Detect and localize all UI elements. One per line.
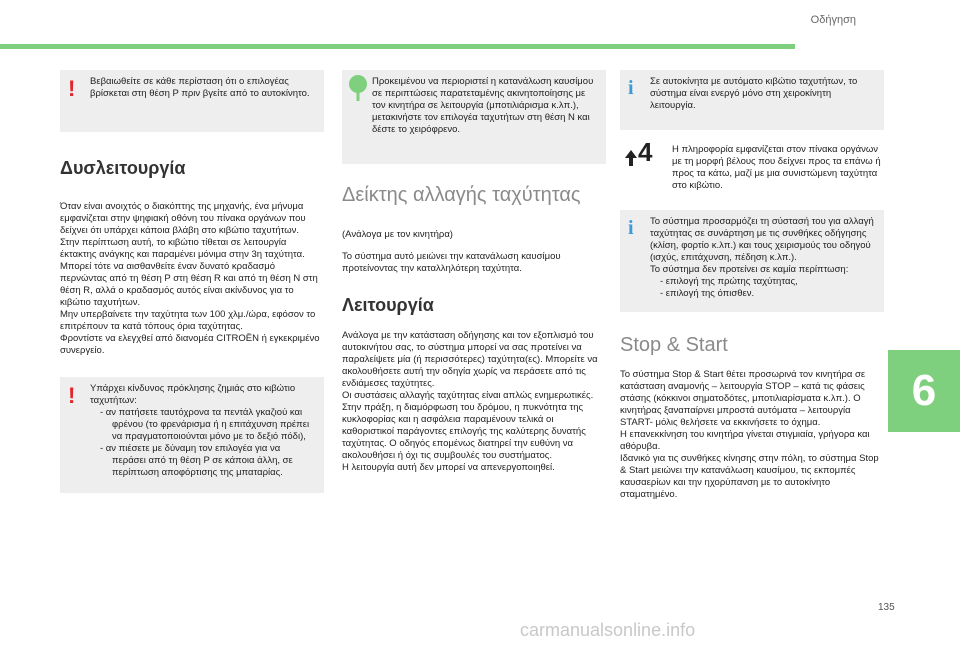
column-right	[620, 70, 884, 501]
warning-icon: !	[68, 76, 76, 101]
eco-tip-box	[342, 70, 606, 164]
warning-box-park	[60, 70, 324, 132]
paragraph: Όταν είναι ανοιχτός ο διακόπτης της μηχανής, ένα μήνυμα εμφανίζεται στην ψηφιακή οθόνη του πίνακα οργάνων που δείχνει ότι υπάρχει κάποια βλάβη στο κιβώτιο ταχυτήτων.	[60, 201, 306, 236]
eco-tree-icon	[347, 74, 369, 102]
subtitle: (Ανάλογα με τον κινητήρα)	[342, 229, 453, 240]
warning-icon: !	[68, 383, 76, 408]
warning-box-damage	[60, 377, 324, 493]
heading-stop-start: Stop & Start	[620, 334, 728, 356]
page-number: 135	[878, 602, 895, 613]
top-accent-bar	[0, 44, 795, 49]
info-box-adapt	[620, 210, 884, 312]
info-text: Το σύστημα προσαρμόζει τη σύστασή του για αλλαγή ταχύτητας σε συνάρτηση με τις συνθήκες οδήγησης (κλίση, φορτίο κ.λπ.) και τους χειρισμούς του οδηγού (ισχύς, επιτάχυνση, πέδηση κ.λπ.).	[650, 216, 874, 263]
info-icon: i	[628, 217, 634, 239]
watermark: carmanualsonline.info	[520, 620, 696, 640]
chapter-tab: 6	[888, 350, 960, 432]
gear-shift-display	[620, 137, 884, 192]
info-text: Το σύστημα δεν προτείνει σε καμία περίπτωση:	[650, 264, 849, 275]
paragraph: Οι συστάσεις αλλαγής ταχύτητας είναι απλώς ενημερωτικές. Στην πράξη, η διαμόρφωση του δρόμου, η πυκνότητα της κυκλοφορίας και η ασφάλεια παραμένουν τελικά οι καθοριστικοί παράγοντες επιλογής της καλύτερης δυνατής ταχύτητας. Ο οδηγός επομένως διατηρεί την ευθύνη να ακολουθήσει ή όχι τις συμβουλές του συστήματος.	[342, 390, 594, 461]
paragraph: Η λειτουργία αυτή δεν μπορεί να απενεργοποιηθεί.	[342, 462, 555, 473]
paragraph: Το σύστημα Stop & Start θέτει προσωρινά τον κινητήρα σε κατάσταση αναμονής – λειτουργία STOP – κατά τις φάσεις στάσης (κόκκινοι σηματοδότες, μποτιλιαρίσματα κ.λπ.). Ο κινητήρας ξαναπαίρνει μπροστά αυτόματα – λειτουργία START- μόλις θελήσετε να εκκινήσετε το όχημα.	[620, 369, 866, 428]
heading-operation: Λειτουργία	[342, 295, 434, 315]
gear-up-arrow-icon	[622, 137, 662, 176]
list-item: - αν πατήσετε ταυτόχρονα τα πεντάλ γκαζιού και φρένου (το φρενάρισμα ή η επιτάχυνση πρέπει να πραγματοποιούνται μόνο με το δεξιό πόδι),	[100, 407, 310, 442]
paragraph: Η επανεκκίνηση του κινητήρα γίνεται στιγμιαία, γρήγορα και αθόρυβα.	[620, 429, 870, 452]
info-box-auto	[620, 70, 884, 130]
paragraph: Μην υπερβαίνετε την ταχύτητα των 100 χλμ./ώρα, εφόσον το επιτρέπουν τα κατά τόπους όρια ταχύτητας.	[60, 309, 316, 332]
paragraph: Το σύστημα αυτό μειώνει την κατανάλωση καυσίμου προτείνοντας την καταλληλότερη ταχύτητα.	[342, 251, 561, 274]
warning-text: Βεβαιωθείτε σε κάθε περίσταση ότι ο επιλογέας βρίσκεται στη θέση P πριν βγείτε από το αυτοκίνητο.	[90, 76, 310, 99]
paragraph: Φροντίστε να ελεγχθεί από διανομέα CITROËN ή εγκεκριμένο συνεργείο.	[60, 333, 320, 356]
heading-malfunction: Δυσλειτουργία	[60, 158, 186, 178]
column-left	[60, 70, 324, 493]
paragraph: Ανάλογα με την κατάσταση οδήγησης και τον εξοπλισμό του αυτοκινήτου σας, το σύστημα μπορεί να σας προτείνει να παραλείψετε μία (ή περισσότερες) ταχύτητα(ες). Μπορείτε να ακολουθήσετε αυτή την οδηγία χωρίς να περάσετε από τις ενδιάμεσες ταχύτητες.	[342, 330, 598, 389]
info-text: Σε αυτοκίνητα με αυτόματο κιβώτιο ταχυτήτων, το σύστημα είναι ενεργό μόνο στη χειροκίνητη λειτουργία.	[650, 76, 858, 111]
gear-description: Η πληροφορία εμφανίζεται στον πίνακα οργάνων με τη μορφή βέλους που δείχνει προς τα επάνω ή προς τα κάτω, μαζί με μια συνιστώμενη ταχύτητα στο κιβώτιο.	[672, 144, 881, 191]
warning-intro: Υπάρχει κίνδυνος πρόκλησης ζημιάς στο κιβώτιο ταχυτήτων:	[90, 383, 296, 406]
eco-tip-text: Προκειμένου να περιοριστεί η κατανάλωση καυσίμου σε περιπτώσεις παρατεταμένης ακινητοποίησης με τον κινητήρα σε λειτουργία (μποτιλιάρισμα κ.λπ.), μετακινήστε τον επιλογέα ταχυτήτων στη θέση N και δέστε το χειρόφρενο.	[372, 76, 594, 135]
section-title: Οδήγηση	[810, 14, 856, 26]
list-item: - αν πιέσετε με δύναμη τον επιλογέα για να περάσει από τη θέση P σε κάποια άλλη, σε περίπτωση αποφόρτισης της μπαταρίας.	[100, 443, 293, 478]
gear-number: 4	[638, 137, 653, 167]
paragraph: Ιδανικό για τις συνθήκες κίνησης στην πόλη, το σύστημα Stop & Start μειώνει την κατανάλωση καυσίμου, τις εκπομπές καυσαερίων και την ηχορύπανση με το αυτοκίνητο σταματημένο.	[620, 453, 879, 500]
column-middle	[342, 70, 606, 474]
list-item: - επιλογή της πρώτης ταχύτητας,	[660, 276, 798, 287]
info-icon: i	[628, 77, 634, 99]
heading-gear-indicator: Δείκτης αλλαγής ταχύτητας	[342, 184, 581, 206]
paragraph: Στην περίπτωση αυτή, το κιβώτιο τίθεται σε λειτουργία έκτακτης ανάγκης και παραμένει μόνιμα στην 3η ταχύτητα. Μπορεί τότε να αισθανθείτε έναν δυνατό κραδασμό περνώντας από τη θέση P στη θέση R και από τη θέση N στη θέση R, αλλά ο κραδασμός αυτός είναι ακίνδυνος για το κιβώτιο ταχυτήτων.	[60, 237, 318, 308]
list-item: - επιλογή της όπισθεν.	[660, 288, 755, 299]
